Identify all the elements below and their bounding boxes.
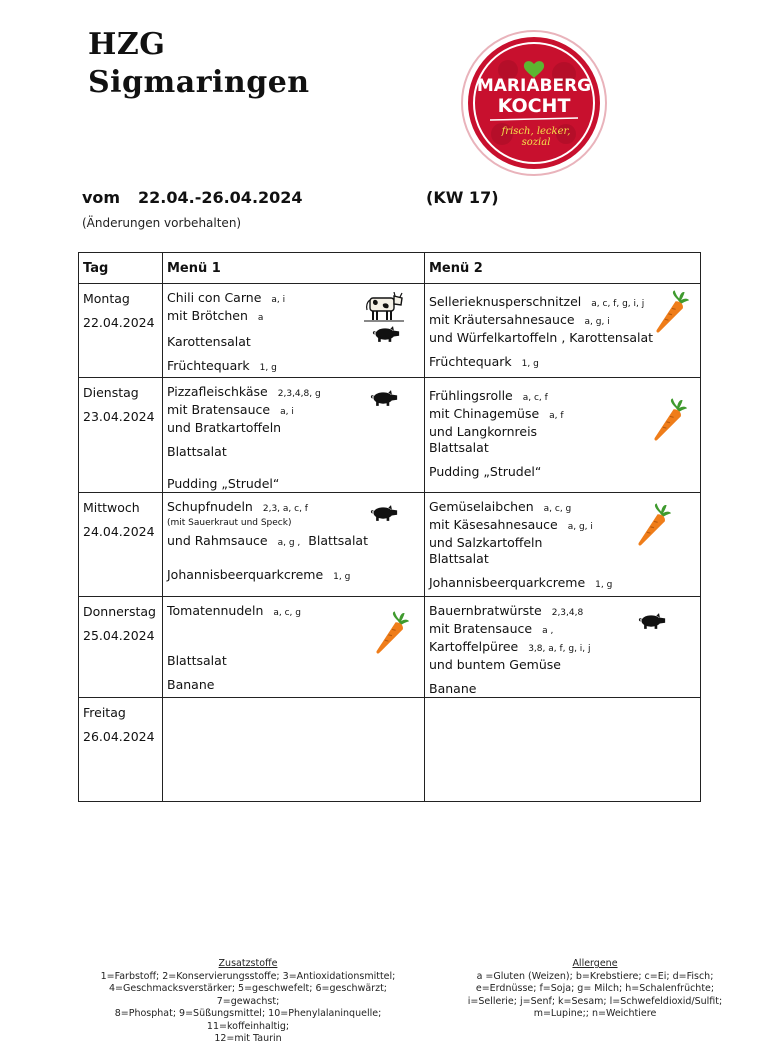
day-cell <box>79 698 163 802</box>
header-tag: Tag <box>79 253 163 284</box>
dish-line: und Bratkartoffeln <box>167 420 282 435</box>
menu-table <box>78 252 701 802</box>
dish-line: Blattsalat <box>167 653 227 668</box>
legend-line: i=Sellerie; j=Senf; k=Sesam; l=Schwefeldioxid/Sulfit; <box>467 995 723 1007</box>
title-line-2: Sigmaringen <box>88 65 310 100</box>
dish-line: mit Chinagemüse <box>429 406 540 421</box>
day-cell <box>79 597 163 698</box>
menu-2-cell <box>425 493 701 597</box>
table-row <box>79 493 701 597</box>
allergen-codes: 1, g <box>521 359 539 369</box>
dish-line: mit Bratensauce <box>167 402 271 417</box>
additives-legend <box>82 958 414 1046</box>
menu-1-cell <box>163 284 425 378</box>
dish-line: Sellerieknusperschnitzel <box>429 294 582 309</box>
day-name: Mittwoch <box>83 500 140 515</box>
day-date: 25.04.2024 <box>83 628 155 643</box>
menu-1-cell <box>163 597 425 698</box>
carrot-icon <box>636 503 672 547</box>
dish-line: mit Kräutersahnesauce <box>429 312 575 327</box>
menu-2-cell <box>425 378 701 493</box>
dish-line: Pudding „Strudel“ <box>429 464 542 479</box>
day-date: 22.04.2024 <box>83 315 155 330</box>
table-row <box>79 284 701 378</box>
day-name: Donnerstag <box>83 604 156 619</box>
dish-line: Chili con Carne <box>167 290 262 305</box>
dish-line: Blattsalat <box>308 533 368 548</box>
dish-line: Banane <box>167 677 215 692</box>
allergen-codes: 2,3,4,8, g <box>277 389 321 399</box>
logo-text-top: MARIABERG <box>476 76 592 96</box>
cow-icon <box>364 292 404 322</box>
calendar-week: (KW 17) <box>426 188 499 207</box>
dish-line: Frühlingsrolle <box>429 388 513 403</box>
day-date: 24.04.2024 <box>83 524 155 539</box>
dish-line: Johannisbeerquarkcreme <box>167 567 324 582</box>
dish-line: Schupfnudeln <box>167 499 253 514</box>
allergen-codes: a, c, g <box>543 504 572 514</box>
day-name: Montag <box>83 291 130 306</box>
mariaberg-kocht-logo <box>456 30 612 176</box>
menu-1-cell <box>163 493 425 597</box>
carrot-icon <box>652 398 688 442</box>
allergen-codes: a, c, f, g, i, j <box>591 299 645 309</box>
changes-note: (Änderungen vorbehalten) <box>82 216 242 230</box>
allergen-codes: a, g, i <box>567 522 593 532</box>
allergen-codes: a, i <box>271 295 286 305</box>
dish-line: mit Käsesahnesauce <box>429 517 558 532</box>
dish-line: Blattsalat <box>429 440 489 455</box>
dish-line: Gemüselaibchen <box>429 499 534 514</box>
allergen-codes: 3,8, a, f, g, i, j <box>528 644 591 654</box>
day-date: 26.04.2024 <box>83 729 155 744</box>
dish-line: Johannisbeerquarkcreme <box>429 575 586 590</box>
dish-line: und Würfelkartoffeln , Karottensalat <box>429 330 654 345</box>
menu-1-cell <box>163 698 425 802</box>
dish-line: Früchtequark <box>429 354 512 369</box>
dish-line: Tomatennudeln <box>167 603 264 618</box>
allergen-codes: 1, g <box>595 580 613 590</box>
legend-line: a =Gluten (Weizen); b=Krebstiere; c=Ei; d=Fisch; <box>476 970 714 982</box>
legend-line: 8=Phosphat; 9=Süßungsmittel; 10=Phenylalaninquelle; 11=koffeinhaltig; <box>114 1008 382 1032</box>
additives-title: Zusatzstoffe <box>218 958 278 969</box>
dish-line: und Salzkartoffeln <box>429 535 543 550</box>
pig-icon <box>370 505 398 521</box>
header-menu-1: Menü 1 <box>163 253 425 284</box>
day-date: 23.04.2024 <box>83 409 155 424</box>
pig-icon <box>370 390 398 406</box>
carrot-icon <box>654 290 690 334</box>
dish-line: Kartoffelpüree <box>429 639 519 654</box>
allergen-codes: 1, g <box>259 363 277 373</box>
menu-2-cell <box>425 698 701 802</box>
dish-line: Pizzafleischkäse <box>167 384 268 399</box>
menu-2-cell <box>425 284 701 378</box>
dish-line: Blattsalat <box>167 444 227 459</box>
logo-text-bottom: KOCHT <box>497 95 571 117</box>
pig-icon <box>638 613 666 629</box>
legend-line: 12=mit Taurin <box>214 1033 282 1044</box>
day-cell <box>79 493 163 597</box>
carrot-icon <box>374 611 410 655</box>
table-row <box>79 378 701 493</box>
dish-line: Pudding „Strudel“ <box>167 476 280 491</box>
allergens-title: Allergene <box>572 958 618 969</box>
day-cell <box>79 378 163 493</box>
dish-line: Banane <box>429 681 477 696</box>
vom-label: vom <box>82 188 121 207</box>
legend-line: e=Erdnüsse; f=Soja; g= Milch; h=Schalenfrüchte; <box>475 983 715 994</box>
menu-2-cell <box>425 597 701 698</box>
day-name: Freitag <box>83 705 126 720</box>
day-name: Dienstag <box>83 385 139 400</box>
dish-line: mit Brötchen <box>167 308 248 323</box>
allergen-codes: a, i <box>280 407 294 417</box>
dish-line: Blattsalat <box>429 551 489 566</box>
allergen-codes: a <box>257 313 264 323</box>
allergen-codes: a, c, f <box>522 393 548 403</box>
week-dates: 22.04.-26.04.2024 <box>138 188 303 207</box>
dish-line: Früchtequark <box>167 358 250 373</box>
legend-line: 1=Farbstoff; 2=Konservierungsstoffe; 3=Antioxidationsmittel; <box>100 970 396 982</box>
allergens-legend <box>460 958 730 1021</box>
dish-line: und Langkornreis <box>429 424 538 439</box>
title-line-1: HZG <box>88 27 166 62</box>
table-row <box>79 597 701 698</box>
allergen-codes: a, g, i <box>584 317 610 327</box>
legend-line: m=Lupine;; n=Weichtiere <box>533 1008 657 1019</box>
dish-line: und Rahmsauce <box>167 533 268 548</box>
dish-line: Karottensalat <box>167 334 251 349</box>
allergen-codes: 2,3,4,8 <box>551 608 584 618</box>
allergen-codes: 1, g <box>333 572 351 582</box>
allergen-codes: 2,3, a, c, f <box>262 504 308 514</box>
day-cell <box>79 284 163 378</box>
logo-slogan-2: sozial <box>521 137 551 148</box>
logo-slogan-1: frisch, lecker, <box>501 126 571 137</box>
legend-line: 4=Geschmacksverstärker; 5=geschwefelt; 6=geschwärzt; 7=gewachst; <box>108 983 387 1007</box>
table-row <box>79 698 701 802</box>
dish-line: Bauernbratwürste <box>429 603 542 618</box>
dish-line: mit Bratensauce <box>429 621 533 636</box>
allergen-codes: a, f <box>549 411 564 421</box>
allergen-codes: a, c, g <box>273 608 301 618</box>
menu-1-cell <box>163 378 425 493</box>
pig-icon <box>372 326 400 342</box>
allergen-codes: a , <box>542 626 554 636</box>
allergen-codes: a, g , <box>277 538 301 548</box>
page-title <box>88 26 310 102</box>
dish-line: und buntem Gemüse <box>429 657 561 672</box>
header-menu-2: Menü 2 <box>425 253 701 284</box>
dish-note: (mit Sauerkraut und Speck) <box>167 518 292 528</box>
table-header-row <box>79 253 701 284</box>
